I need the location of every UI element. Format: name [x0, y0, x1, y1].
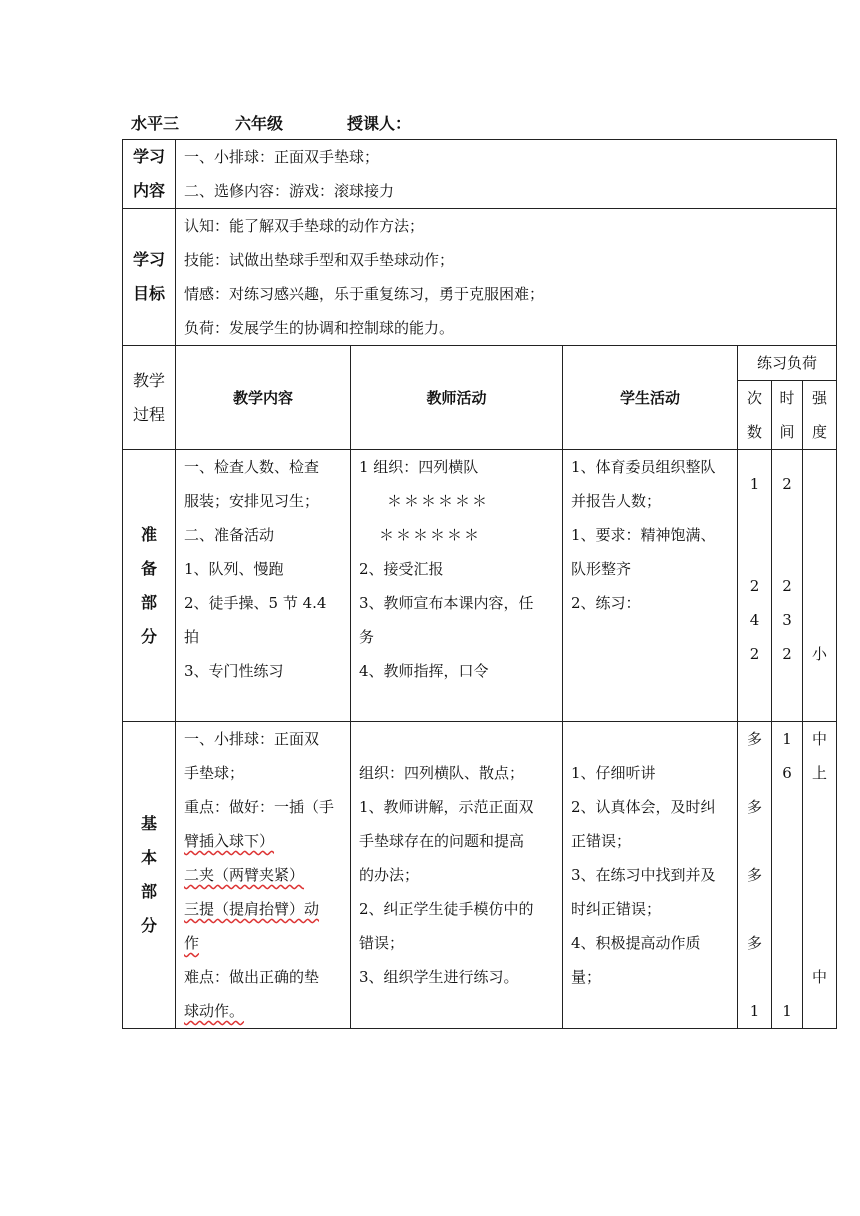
prep-time: 2 2 3 2 [772, 450, 803, 722]
basic-student-line: 4、积极提高动作质 [571, 934, 701, 952]
basic-student-line: 3、在练习中找到并及 [571, 866, 716, 884]
basic-teacher-line: 手垫球存在的问题和提高 [359, 832, 525, 850]
prep-content [176, 450, 351, 722]
formation-stars: ＊＊＊＊＊＊ [379, 526, 482, 544]
basic-content-line: 一、小排球：正面双 [184, 730, 320, 748]
goal-row-label: 学习 目标 [123, 209, 176, 346]
prep-content-line: 二、准备活动 [184, 526, 275, 544]
basic-student [563, 722, 738, 1029]
goal-line: 情感：对练习感兴趣，乐于重复练习，勇于克服困难； [184, 285, 545, 303]
basic-content-line: 难点：做出正确的垫 [184, 968, 320, 986]
teacher-label: 授课人： [347, 114, 412, 133]
basic-count: 多 多 多 多 1 [738, 722, 772, 1029]
basic-content-line: 作 [184, 934, 200, 952]
basic-content-line: 球动作。 [184, 1002, 245, 1020]
basic-content-line: 重点：做好：一插（手 [184, 798, 335, 816]
prep-teacher-line: 2、接受汇报 [359, 560, 444, 578]
basic-student-line: 时纠正错误； [571, 900, 662, 918]
grade-label: 六年级 [235, 114, 284, 133]
time-header: 时 间 [772, 381, 803, 450]
lesson-plan-table [122, 139, 837, 1029]
prep-student-line: 1、体育委员组织整队 [571, 458, 716, 476]
prep-teacher [351, 450, 563, 722]
prep-teacher-line: 3、教师宣布本课内容，任 [359, 594, 534, 612]
content-row-label: 学习 内容 [123, 140, 176, 209]
content-line: 二、选修内容：游戏：滚球接力 [184, 182, 395, 200]
basic-teacher-line: 2、纠正学生徒手模仿中的 [359, 900, 534, 918]
goal-line: 技能：试做出垫球手型和双手垫球动作； [184, 251, 455, 269]
level-label: 水平三 [131, 114, 180, 133]
prep-student-line: 1、要求：精神饱满、 [571, 526, 716, 544]
prep-content-line: 1、队列、慢跑 [184, 560, 284, 578]
basic-content-line: 二夹（两臂夹紧） [184, 866, 305, 884]
prep-student-line: 队形整齐 [571, 560, 632, 578]
content-line: 一、小排球：正面双手垫球； [184, 148, 380, 166]
prep-student-line: 并报告人数； [571, 492, 662, 510]
prep-student-line: 2、练习： [571, 594, 641, 612]
basic-content-line: 三提（提肩抬臂）动 [184, 900, 320, 918]
basic-content-line: 臂插入球下） [184, 832, 275, 850]
formation-stars: ＊＊＊＊＊＊ [387, 492, 490, 510]
count-header: 次 数 [738, 381, 772, 450]
prep-content-line: 3、专门性练习 [184, 662, 284, 680]
basic-teacher-line: 3、组织学生进行练习。 [359, 968, 519, 986]
prep-count: 1 2 4 2 [738, 450, 772, 722]
basic-teacher-line: 的办法； [359, 866, 420, 884]
content-text [176, 140, 837, 209]
prep-teacher-line: 务 [359, 628, 375, 646]
content-row [123, 140, 837, 209]
basic-section-row [123, 722, 837, 1029]
prep-label: 准 备 部 分 [123, 450, 176, 722]
basic-student-line: 正错误； [571, 832, 632, 850]
teacher-header: 教师活动 [351, 346, 563, 450]
load-header: 练习负荷 [738, 346, 837, 381]
goal-line: 负荷：发展学生的协调和控制球的能力。 [184, 319, 455, 337]
prep-content-line: 2、徒手操、5 节 4.4 [184, 594, 327, 612]
prep-student [563, 450, 738, 722]
basic-content [176, 722, 351, 1029]
basic-student-line: 量； [571, 968, 602, 986]
prep-teacher-line: 4、教师指挥，口令 [359, 662, 489, 680]
basic-teacher [351, 722, 563, 1029]
goal-row [123, 209, 837, 346]
prep-content-line: 服装；安排见习生； [184, 492, 320, 510]
prep-content-line: 一、检查人数、检查 [184, 458, 320, 476]
basic-teacher-line: 组织：四列横队、散点； [359, 764, 525, 782]
basic-student-line: 1、仔细听讲 [571, 764, 656, 782]
content-header: 教学内容 [176, 346, 351, 450]
basic-student-line: 2、认真体会，及时纠 [571, 798, 716, 816]
process-header: 教学 过程 [123, 346, 176, 450]
basic-label: 基 本 部 分 [123, 722, 176, 1029]
basic-intensity: 中 上 中 [803, 722, 837, 1029]
intensity-header: 强 度 [803, 381, 837, 450]
goal-line: 认知：能了解双手垫球的动作方法； [184, 217, 425, 235]
column-header-row [123, 346, 837, 381]
prep-intensity: 小 [803, 450, 837, 722]
basic-content-line: 手垫球； [184, 764, 245, 782]
prep-section-row [123, 450, 837, 722]
basic-time: 1 6 1 [772, 722, 803, 1029]
basic-teacher-line: 错误； [359, 934, 405, 952]
goal-text [176, 209, 837, 346]
student-header: 学生活动 [563, 346, 738, 450]
basic-teacher-line: 1、教师讲解，示范正面双 [359, 798, 534, 816]
prep-teacher-line: 1 组织：四列横队 [359, 458, 479, 476]
prep-content-line: 拍 [184, 628, 200, 646]
